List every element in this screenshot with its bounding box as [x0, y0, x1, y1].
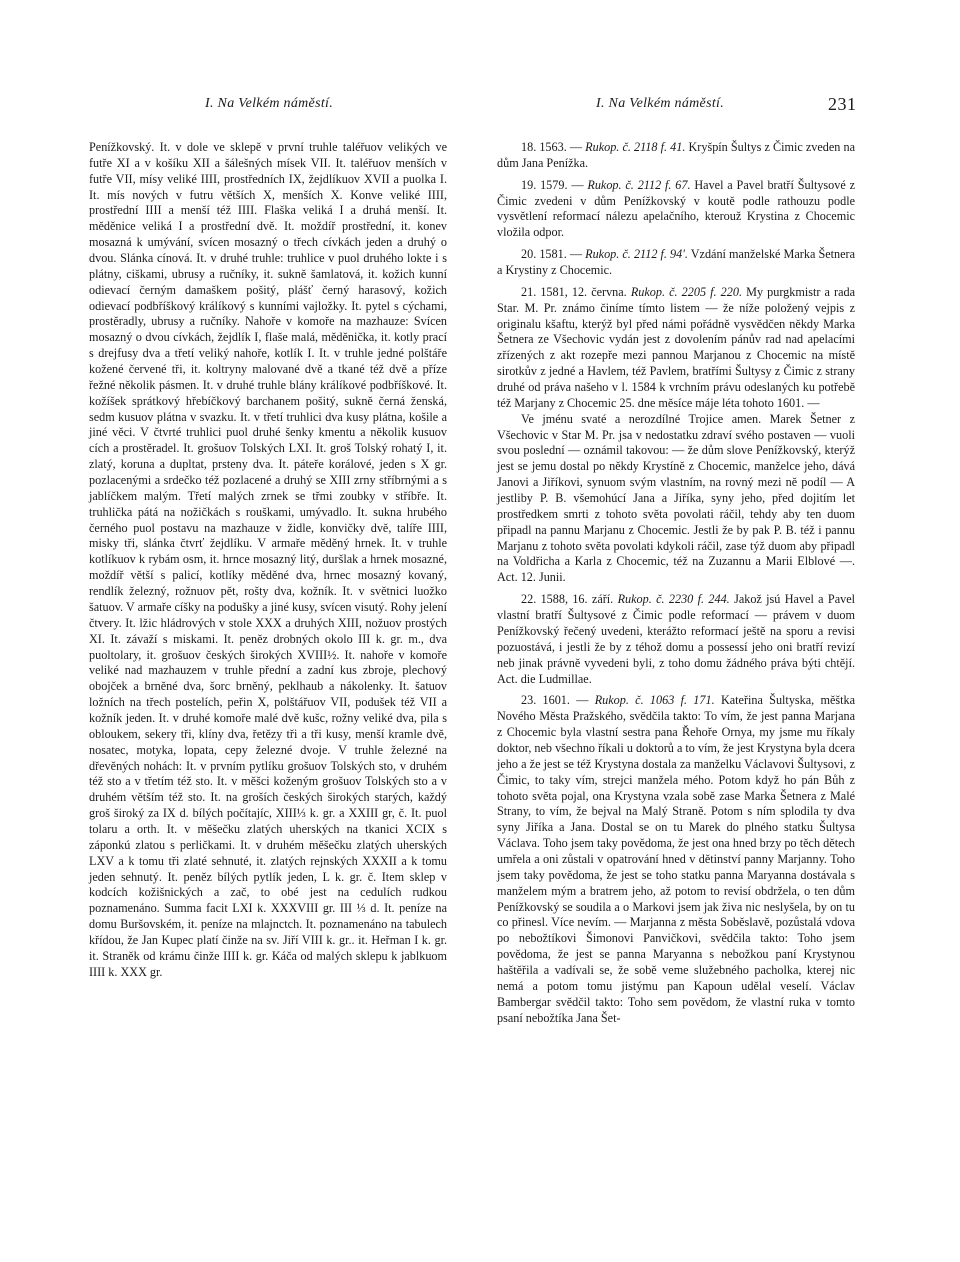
right-column [497, 140, 855, 1026]
entry-21: 21. 1581, 12. června. Rukop. č. 2205 f. 220. My purgkmistr a rada Star. M. Pr. známo činíme tímto listem — že níže položený vejpis z originalu kšaftu, kterýž byl před námi pořádně vysvědčen někdy Marka Šetnera ze Všechovic vydán jest z dovolením pánův rad nad apelacími zřízených z akt rozepře mezi pannou Marjanou z Chocemic na místě sirotkův z jedné a Havlem, též Pavlem, bratřími Šultysy z Čimic z strany druhé od práva našeho v l. 1584 k vrchním právu odeslaných ku potřebě též Marjany z Chocemic 25. dne měsíce máje léta tohoto 1601. — [497, 284, 856, 410]
left-column [89, 140, 447, 981]
entry-23: 23. 1601. — Rukop. č. 1063 f. 171. Kateřina Šultyska, měštka Nového Města Pražského, svědčila takto: To vím, že jest panna Marjana z Chocemic byla vlastní sestra pana Řehoře Ornya, my jsme mu říkaly doktor, neb všechno říkali u doktorů a to vím, že jest Krystyna byla dcera jeho a že jest se též Krystyna dostala za manželku Václavovi Šultysovi, z Čimic, to taky vím, strejci manžela mého. Potom když ho pán Bůh z tohoto světa pojal, ona Krystyna vzala sobě zase Marka Šetnera z Malé Strany, to vím, že bejval na Malý Straně. Potom s ním splodila ty dva syny Jiříka a Jana. Dostal se on tu Marek do plného statku Šultysa Václava. Toho jsem taky povědoma, že jest ona hned brzy po těch dětech umřela a oni zůstali v opatrování hned v dětinství panny Marjanny. Toho jsem taky povědoma, že jest se toho statku panna Maryanna dostávala s manželem mým a bratrem jeho, až potom to revisí obdržela, o ten dům Penížkovský se soudila a o Markovi jsem jak živa nic neslyšela, by on tu co přinesl. Více nevím. — Marjanna z města Soběslavě, pozůstalá vdova po nebožtíkovi Šimonovi Panvičkovi, svědčila takto: Toho jsem povědoma, že jest se panna Maryanna s nebožkou paní Krystynou haštěřila a vadívali se, že sobě veme služebného pacholka, kterej nic nemá a potom tomu jistýmu pan Kapoun udělal veselí. Václav Bambergar svědčil takto: Toho sem povědom, že vlastní ruka v tomto psaní nebožtíka Jana Šet- [497, 693, 856, 1025]
entry-18: 18. 1563. — Rukop. č. 2118 f. 41. Kryšpín Šultys z Čimic zveden na dům Jana Penížka. [497, 140, 856, 170]
entry-19: 19. 1579. — Rukop. č. 2112 f. 67. Havel a Pavel bratří Šultysové z Čimic zvedeni v dům Penížkovský v koutě podle rathouzu podle vysvětlení reformací nálezu apelačního, kterouž Krystina z Chocemic vložila odpor. [497, 177, 856, 240]
entry-20: 20. 1581. — Rukop. č. 2112 f. 94'. Vzdání manželské Marka Šetnera a Krystiny z Chocemic. [497, 247, 856, 278]
left-column-text: Penížkovský. It. v dole ve sklepě v první truhle taléřuov velikých ve futře XI a v košíku XII a šálešných mísek VII. It. taléřuov menších v futře VII, mísy veliké IIII, prostředních IX, žejdlíkuov XVII a puolka I. It. mís nových v futru větších X, menších X. Konve veliké IIII, prostřední IIII a menší též IIII. Flaška veliká I a druhá menší. It. měděnice veliká I a prostřední dvě. It. moždíř prostřední, it. konev mosazná k umývání, svícen mosazný o třech cívkách jeden a druhý o dvou. Slánka cínová. It. v druhé truhle: truhlice v puol druhého lokte i s plátny, ciškami, ubrusy a ručníky, it. sukně šamlatová, it. kožich kunní odievací černým damaškem pošitý, plášť černý harasový, kožich odievací podbříškový králíkový s kunními vajložky. It. pytel s cýchami, prostěradly, ubrusy a ručníky. Nahoře v komoře na mazhauze: Svícen mosazný o dvou cívkách, žejdlík I, flaše malá, měděnička, it. kotly prací s drejfusy dva a třetí veliký nahoře, kotlík I. It. v truhle jedné polštáře kožené červené tři, it. koltryny malované dvě a tkané též dvě a příze řežné několik pásmen. It. v druhé truhle blány králíkové podbříškové. It. kožíšek sprátkový hřebíčkový barchanem pošitý, sukně černá ženská, sedm kusuov plátna v svazku. It. v třetí truhlici dva kusy plátna, košile a jiné věci. V čtvrté truhlici puol druhé šenky kmentu a několik kusuov cích a prostěradel. It. grošuov Tolských LXI. It. groš Tolský rohatý I, it. zlatý, koruna a dupltat, prsteny dva. It. páteře korálové, jeden s X gr. pozlacenými a srdečko též pozlacené a druhý se XIII zrny stříbrnými a s jablíčkem malým. Třetí malých zrnek se třmi zoubky v stříbře. It. truhlička pátá na nožičkách s rouškami, umývadlo. It. sukna hrubého černého puol postavu na mazhauze v židle, konvičky dvě, talíře IIII, misky tři, slánka čtvrť žejdlíku. V armaře měděný hrnek. It. v truhle kotlíkuov k rybám osm, it. hrnce mosazný litý, duršlak a hrnek mosazné, moždíř větší s palicí, kotlíky měděné dva, hrnec mosazný kovaný, rendlík železný, rožnuov pět, rošty dva, kožník. It. v světnici luožko šatuov. V armaře cíšky na podušky a jiné kusy, svícen visutý. Rohy jelení čtvery. It. lžic hládrových v stole XXX a druhých XIII, nožuov prostých XI. It. závaží s miskami. It. peněz drobných okolo III k. gr. m., dva puoltolary, it. grošuov českých širokých XVIII½. It. nahoře v komoře veliké nad mazhauzem v truhle přední a zadní kus zbroje, plechový obojček a brněné dva, šorc brněný, peklhaub a nákolenky. It. šatuov ložních na třech postelích, peřin X, polštářuov VII, podušek též VII a kožník jeden. It. v druhé komoře malé dvě kušc, rožny veliké dva, pila s obloukem, sekery tři, klíny dva, řetězy tři a tři kusy, menší kramle dvě, nosatec, motyka, lopata, cepy železné dvoje. V truhle železné na dřevěných nohách: It. v prvním pytlíku grošuov Tolských sto, v druhém též sto a v třetím též sto. It. v měšci koženým grošuov Tolských sto a v druhém větším též sto. It. na groších českých širokých starých, každý groš široký za IX d. bílých počítajíc, XIII⅓ k. gr. a XXIII gr, č. It. puol tolaru a orth. It. v měšečku zlatých uherských na tkanici XCIX s záponkú zlatou s perličkami. It. v druhém měšečku zlatých uherských LXV a k tomu tři zlaté sehnuté, it. zlatých rejnských XXXII a k tomu jeden sehnutý. It. peněz bílých pytlík jeden, L k. gr. č. Item sklep v kodcích kožišnických a zač, to obé jest na cedulích rudkou poznamenáno. Summa facit LXI k. XXXVIII gr. III ⅓ d. It. peníze na domu Buršovském, it. peníze na mlajnctch. It. poznamenáno na tabulech křídou, že Jan Kupec platí činže na sv. Jiří VIII k. gr.. it. Heřman I k. gr. it. Straněk od krámu činže IIII k. gr. Káča od malých sklepu k jablkuom IIII k. XXX gr. [89, 140, 447, 979]
page-number: 231 [828, 94, 857, 114]
entry-22: 22. 1588, 16. září. Rukop. č. 2230 f. 244. Jakož jsú Havel a Pavel vlastní bratří Šultysové z Čimic podle reformací — právem v duom Penížkovský řečený uvedeni, kterážto reformací ještě na sporu a revisi pozuostává, i jestli že by z téhož domu a possessí jeho oni bratří revizí neb jinak právně vyvedeni byli, z toho domu žádného práva býti chtějí. Act. die Ludmillae. [497, 592, 856, 686]
entry-21-testament: Ve jménu svaté a nerozdílné Trojice amen. Marek Šetner z Všechovic v Star M. Pr. jsa v nedostatku zdraví svého postaven — vuoli svou poslední — oznámil takovou: — že dům slove Penížkovský, kterýž jest se jemu dostal po někdy Krystíně z Chocemic, manželce jeho, dává Janovi a Jiříkovi, synuom svým vlastním, na rovný mezi ně podíl — A jestliby P. B. všemohúcí Jana a Jiříka, syny jeho, před dojitím let prostředkem smrti z tohoto světa povolati ráčil, tehdy aby ten duom připadl na pannu Marjanu z Chocemic. Jestli že by pak P. B. též i pannu Marjanu z tohoto světa povolati kdykoli ráčil, zase týž duom aby připadl na Voldřicha a Karla z Chocemic, též na Zuzannu a Marii Elblové —. Act. 12. Junii. [497, 411, 855, 585]
running-header-left: I. Na Velkém náměstí. [205, 96, 333, 111]
running-header-right: I. Na Velkém náměstí. [596, 96, 724, 111]
